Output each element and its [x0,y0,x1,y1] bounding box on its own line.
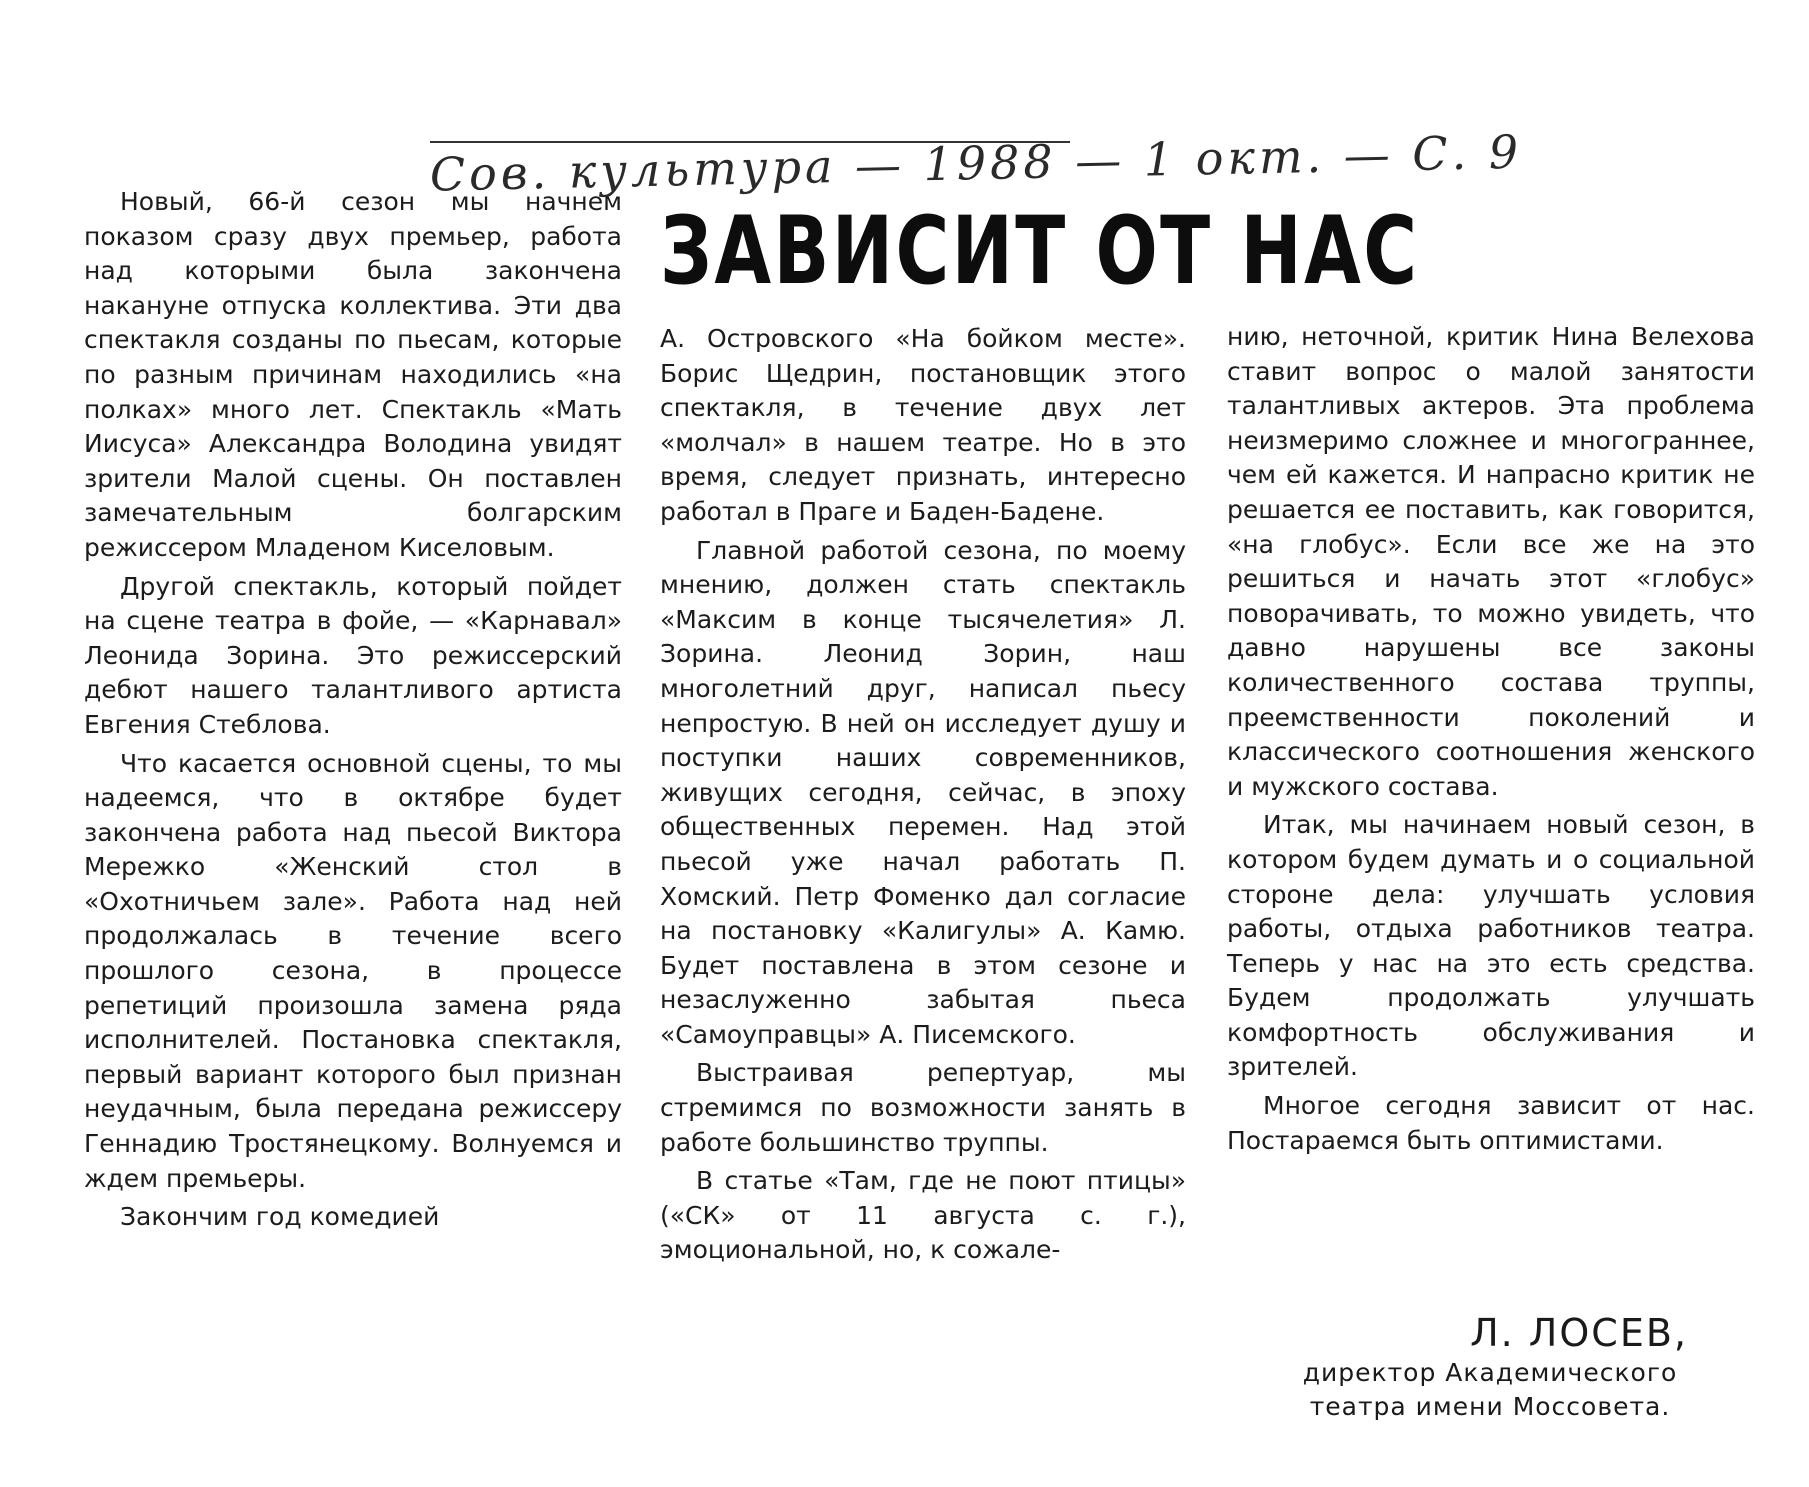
paragraph: А. Островского «На бойком месте». Борис Щедрин, постановщик этого спектакля, в течение двух лет «молчал» в нашем театре. Но в это время, следует признать, интересно работал в Праге и Баден-Бадене. [660,324,1186,526]
paragraph: Другой спектакль, который пойдет на сцене театра в фойе, — «Карнавал» Леонида Зорина. Это режиссерский дебют нашего талантливого артиста Евгения Стеблова. [84,571,622,739]
paragraph: Многое сегодня зависит от нас. Постараемся быть оптимистами. [1227,1091,1755,1155]
article-headline: ЗАВИСИТ ОТ НАС [660,197,1420,306]
paragraph: Закончим год комедией [120,1202,440,1232]
paragraph: Итак, мы начинаем новый сезон, в котором будем думать и о социальной стороне дела: улучшать условия работы, отдыха работников театра. Теперь у нас на это есть средства. Будем продолжать улучшать комфортность обслуживания и зрителей. [1227,810,1755,1082]
author-title-line-2: театра имени Моссовета. [1309,1392,1671,1421]
paragraph: Главной работой сезона, по моему мнению, должен стать спектакль «Максим в конце тысячелетия» Л. Зорина. Леонид Зорин, наш многолетний друг, написал пьесу непростую. В ней он исследует душу и поступки наших современников, живущих сегодня, сейчас, в эпоху общественных перемен. Над этой пьесой уже начал работать П. Хомский. Петр Фоменко дал согласие на постановку «Калигулы» А. Камю. Будет поставлена в этом сезоне и незаслуженно забытая пьеса «Самоуправцы» А. Писемского. [660,535,1186,1049]
article-column-2 [660,322,1186,1268]
paragraph: Выстраивая репертуар, мы стремимся по возможности занять в работе большинство труппы. [660,1058,1186,1157]
author-title-line-1: директор Академического [1302,1358,1678,1387]
article-column-1 [84,185,622,1235]
paragraph: В статье «Там, где не поют птицы» («СК» от 11 августа с. г.), эмоциональной, но, к сожале- [660,1166,1186,1265]
paragraph: нию, неточной, критик Нина Велехова ставит вопрос о малой занятости талантливых актеров. Эта проблема неизмеримо сложнее и многограннее, чем ей кажется. И напрасно критик не решается ее поставить, как говорится, «на глобус». Если все же на это решиться и начать этот «глобус» поворачивать, то можно увидеть, что давно нарушены все законы количественного состава труппы, преемственности поколений и классического соотношения женского и мужского состава. [1227,322,1755,801]
article-column-3 [1227,320,1755,1158]
paragraph: Новый, 66-й сезон мы начнем показом сразу двух премьер, работа над которыми была закончена накануне отпуска коллектива. Эти два спектакля созданы по пьесам, которые по разным причинам находились «на полках» много лет. Спектакль «Мать Иисуса» Александра Володина увидят зрители Малой сцены. Он поставлен замечательным болгарским режиссером Младеном Киселовым. [84,187,622,562]
handwritten-source-note: Сов. культура — 1988 — 1 окт. — С. 9 [429,124,1523,202]
author-signature [1280,1310,1700,1424]
author-name: Л. ЛОСЕВ, [1470,1311,1688,1355]
paragraph: Что касается основной сцены, то мы надеемся, что в октябре будет закончена работа над пьесой Виктора Мережко «Женский стол в «Охотничьем зале». Работа над ней продолжалась в течение всего прошлого сезона, в процессе репетиций произошла замена ряда исполнителей. Постановка спектакля, первый вариант которого был признан неудачным, была передана режиссеру Геннадию Тростянецкому. Волнуемся и ждем премьеры. [84,748,622,1193]
